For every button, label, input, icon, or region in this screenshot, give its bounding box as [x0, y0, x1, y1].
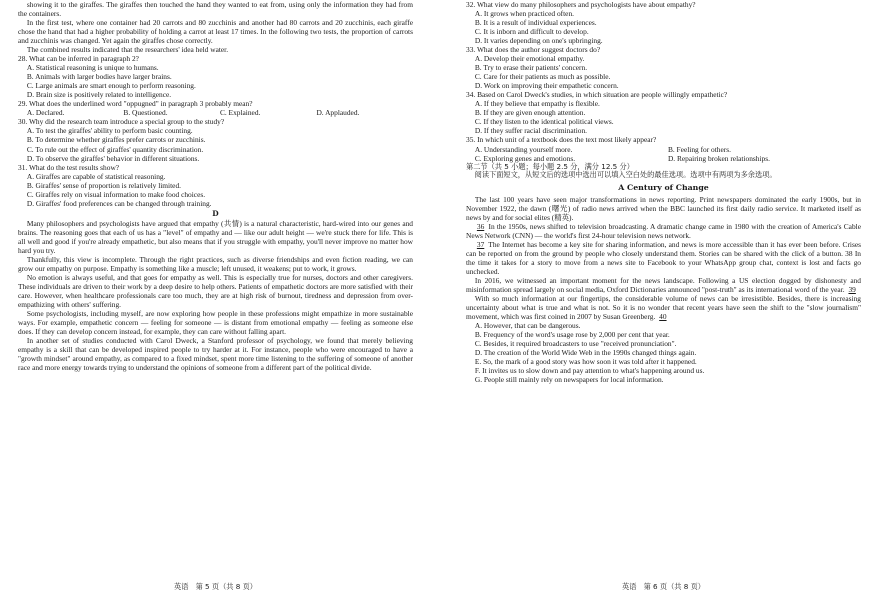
answer-option: B. If they are given enough attention.	[474, 108, 586, 118]
option-row	[18, 108, 413, 117]
question-group-d	[466, 0, 861, 163]
answer-option: A. To test the giraffes' ability to perform basic counting.	[26, 126, 193, 136]
paragraph: The combined results indicated that the researchers' idea held water.	[26, 45, 229, 55]
answer-option: A. Declared.	[26, 108, 65, 118]
question-stem: 34. Based on Carol Dweck's studies, in which situation are people willingly empathetic?	[466, 90, 728, 100]
answer-option: C. Large animals are smart enough to perform reasoning.	[26, 81, 196, 91]
question	[18, 99, 413, 117]
cloze-paragraph	[466, 276, 861, 294]
answer-option: A. Statistical reasoning is unique to humans.	[26, 63, 159, 73]
question	[466, 135, 861, 162]
question	[18, 54, 413, 99]
paragraph: Thankfully, this view is incomplete. Through the right practices, such as diverse friendships and even fiction reading, we can grow our empathy on purpose. Empathy is something like a muscle; left unused, it weakens; put to work, it grows.	[18, 254, 413, 273]
answer-option: B. To determine whether giraffes prefer carrots or zucchinis.	[26, 135, 206, 145]
cloze-blank: 39	[848, 284, 856, 294]
answer-option: C. Explained.	[219, 108, 261, 118]
answer-option: B. Questioned.	[123, 108, 168, 118]
answer-option: C. If they listen to the identical political views.	[474, 117, 614, 127]
paragraph: No emotion is always useful, and that goes for empathy as well. This is especially true for nurses, doctors and other caregivers. These individuals are driven to their work by a deep desire to help others. Patients of empathetic doctors are more satisfied with their care. However, when healthcare professionals care too much, they are at high risk of burnout, tiredness and depression from over-empathizing with others' suffering.	[18, 272, 413, 310]
answer-option: A. It grows when practiced often.	[474, 9, 574, 19]
answer-option: D. Work on improving their empathetic concern.	[474, 81, 619, 91]
paragraph-text: With so much information at our fingertips, the considerable volume of news can be irresistible. Besides, there is increasing uncertainty about what is true and what is not. So it is no wonder that recent years have seen the shift to the "slow journalism" movement, which was first coined in 2007 by Susan Greenberg.	[466, 293, 861, 322]
question-stem: 32. What view do many philosophers and psychologists have about empathy?	[466, 0, 696, 9]
cloze-choice: A. However, that can be dangerous.	[474, 321, 581, 331]
passage-c-continuation	[18, 0, 413, 54]
paragraph-text: In the 1950s, news shifted to television broadcasting. A dramatic change came in 1980 with the creation of America's Cable News Network (CNN) — the world's first 24-hour television news network.	[466, 221, 861, 240]
cloze-blank: 36	[476, 221, 485, 231]
cloze-choice: E. So, the mark of a good story was how soon it was told after it happened.	[474, 357, 697, 367]
answer-option: B. Animals with larger bodies have larger brains.	[26, 72, 172, 82]
answer-option: D. Brain size is positively related to intelligence.	[26, 90, 172, 100]
paragraph: Some psychologists, including myself, are now exploring how people in these professions might empathize in more sustainable ways. For example, empathetic concern — feeling for someone — is distant from emotional empathy — feeling as someone else does. If they can develop concern instead, for example, they can care without falling apart.	[18, 309, 413, 337]
page-right	[466, 0, 861, 599]
question-stem: 30. Why did the research team introduce a special group to the study?	[18, 117, 225, 127]
paragraph: In the first test, where one container had 20 carrots and 80 zucchinis and another had 80 carrots and 20 zucchinis, each giraffe chose the hand that had a higher probability of holding a carrot at least 17 times. In the following two tests, the proportion of carrots and zucchinis was changed. Yet again the giraffes chose correctly.	[18, 18, 413, 46]
cloze-choices	[466, 321, 861, 384]
question	[466, 45, 861, 90]
answer-option: D. Giraffes' food preferences can be changed through training.	[26, 198, 212, 208]
cloze-paragraph	[466, 240, 861, 276]
paragraph: In another set of studies conducted with Carol Dweck, a Stanford professor of psychology, we found that merely believing empathy is a skill that can be developed inspired people to try harder at it. For instance, people who were encouraged to have a "growth mindset" around empathy, as compared to a fixed mindset, spent more time listening to the suffering of someone of another race and more energy towards trying to understand the opinions of someone from a different part of the political divide.	[18, 336, 413, 373]
answer-option: A. If they believe that empathy is flexible.	[474, 99, 600, 109]
question-group-c	[18, 54, 413, 208]
question	[18, 163, 413, 208]
answer-option: D. It varies depending on one's upbringing.	[474, 36, 603, 46]
answer-option: C. Exploring genes and emotions.	[474, 153, 576, 163]
paragraph-text: In 2016, we witnessed an important moment for the news landscape. Following a US election dogged by dishonesty and misinformation spread largely on social media, Oxford Dictionaries announced "post-truth" as its international word of the year.	[466, 275, 861, 294]
question-stem: 35. In which unit of a textbook does the text most likely appear?	[466, 135, 657, 145]
question-stem: 29. What does the underlined word "oppugned" in paragraph 3 probably mean?	[18, 99, 253, 109]
answer-option: C. Care for their patients as much as possible.	[474, 72, 611, 82]
answer-option: A. Understanding yourself more.	[474, 144, 573, 154]
paragraph: showing it to the giraffes. The giraffes then touched the hand they wanted to eat from, using only the information they had from the containers.	[18, 0, 413, 19]
answer-option: C. Giraffes rely on visual information to make food choices.	[26, 189, 206, 199]
option-row	[466, 145, 861, 154]
page-left	[18, 0, 413, 599]
page-footer-right: 英语 第 6 页（共 8 页）	[622, 582, 705, 591]
question	[18, 117, 413, 162]
paragraph: Many philosophers and psychologists have argued that empathy (共情) is a natural characteristic, hard-wired into our genes and brains. The reasoning goes that each of us has a "level" of empathy and — like our adult height — we're stuck there for life. This is all well and good if you're already empathetic, but also means that if you struggle with empathy, you'll never improve no matter how hard you try.	[18, 218, 413, 255]
answer-option: B. It is a result of individual experiences.	[474, 18, 597, 28]
cloze-choice: C. Besides, it required broadcasters to use "received pronunciation".	[474, 339, 677, 349]
answer-option: B. Try to erase their patients' concern.	[474, 63, 588, 73]
question-stem: 28. What can be inferred in paragraph 2?	[18, 54, 139, 64]
cloze-blank: 40	[659, 312, 667, 322]
paragraph-text: The last 100 years have seen major transformations in news reporting. Print newspapers dominated the early 1900s, but in November 1922, the dawn (曙光) of radio news arrived when the BBC launched its first daily radio service. It marketed itself as news by and for social elites (精英).	[466, 194, 861, 222]
question-stem: 33. What does the author suggest doctors do?	[466, 45, 601, 55]
section-two-heading: 第二节（共 5 小题；每小题 2.5 分，满分 12.5 分）	[466, 161, 634, 171]
cloze-paragraph	[466, 195, 861, 222]
cloze-choice: B. Frequency of the word's usage rose by 2,000 per cent that year.	[474, 330, 670, 340]
passage-title: A Century of Change	[618, 183, 709, 193]
answer-option: D. Repairing broken relationships.	[667, 153, 770, 163]
answer-option: A. Giraffes are capable of statistical reasoning.	[26, 171, 166, 181]
answer-option: D. If they suffer racial discrimination.	[474, 126, 587, 136]
section-two-instruction: 阅读下面短文，从短文后的选项中选出可以填入空白处的最佳选项。选项中有两项为多余选项。	[474, 170, 777, 180]
paragraph-text: The Internet has become a key site for sharing information, and news is more accessible than it has ever been before. Crises can be reported on from the ground by people who closely understand them. Stories can be shared with the click of a button. 38 In the time it takes for a story to move from a news site to Facebook to your WhatsApp group chat, context is lost and facts go unchecked.	[466, 239, 861, 276]
answer-option: A. Develop their emotional empathy.	[474, 54, 585, 64]
answer-option: C. It is inborn and difficult to develop.	[474, 27, 589, 37]
answer-option: C. To rule out the effect of giraffes' quantity discrimination.	[26, 144, 204, 154]
cloze-blank: 37	[476, 239, 485, 249]
passage-d	[18, 219, 413, 373]
cloze-paragraph	[466, 222, 861, 240]
cloze-choice: D. The creation of the World Wide Web in the 1990s changed things again.	[474, 348, 697, 358]
answer-option: D. To observe the giraffes' behavior in different situations.	[26, 153, 200, 163]
page-footer-left: 英语 第 5 页（共 8 页）	[174, 582, 257, 591]
section-d-heading: D	[212, 208, 219, 218]
cloze-choice: F. It invites us to slow down and pay attention to what's happening around us.	[474, 366, 705, 376]
answer-option: B. Giraffes' sense of proportion is relatively limited.	[26, 180, 181, 190]
cloze-passage	[466, 195, 861, 321]
question	[466, 0, 861, 45]
cloze-choice: G. People still mainly rely on newspapers for local information.	[474, 375, 664, 385]
answer-option: D. Applauded.	[316, 108, 360, 118]
question	[466, 90, 861, 135]
cloze-paragraph	[466, 294, 861, 321]
answer-option: B. Feeling for others.	[667, 144, 731, 154]
question-stem: 31. What do the test results show?	[18, 162, 120, 172]
